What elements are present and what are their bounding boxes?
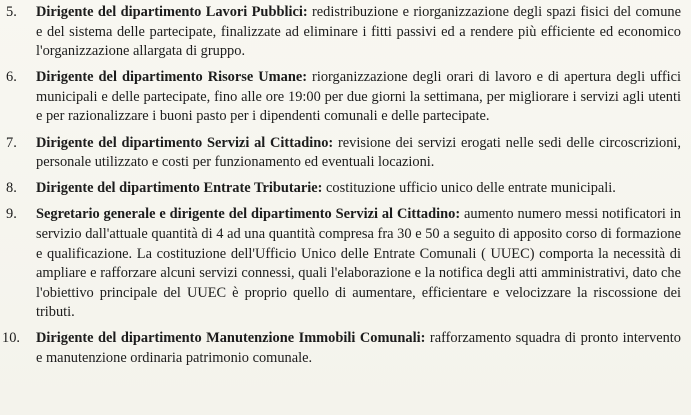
list-item-5 (0, 3, 681, 62)
item-number: 10. (2, 330, 20, 347)
item-text: riorganizzazione degli orari di lavoro e di apertura degli uffici municipali e delle partecipate, fino alle ore 19:00 per due giorni la settimana, per migliorare i servizi agli utenti e per razionalizzare i buoni pasto per i dipendenti comunali e delle partecipate. (36, 69, 682, 125)
numbered-list (0, 3, 681, 369)
list-item-9 (0, 205, 681, 323)
item-heading: Dirigente del dipartimento Lavori Pubblici: (36, 4, 308, 20)
list-item-8 (0, 179, 681, 199)
item-number: 7. (6, 134, 17, 151)
item-number: 9. (6, 206, 17, 223)
item-text: redistribuzione e riorganizzazione degli spazi fisici del comune e del sistema delle partecipate, finalizzate ad eliminare i fitti passivi ed a rendere più efficiente ed economico l'organizzazione allargata di gruppo. (36, 4, 682, 60)
item-heading: Dirigente del dipartimento Manutenzione Immobili Comunali: (36, 330, 426, 347)
item-text: aumento numero messi notificatori in servizio dall'attuale quantità di 4 ad una quantità compresa fra 30 e 50 a seguito di apposito corso di formazione e qualificazione. La costituzione dell'Ufficio Unico delle Entrate Comunali ( UUEC) comporta la necessità di ampliare e rafforzare alcuni servizi connessi, quali l'elaborazione e la notifica degli atti amministrativi, dato che l'obiettivo principale del UUEC è proprio quello di aumentare, efficientare e velocizzare la riscossione dei tributi. (36, 206, 681, 321)
item-number: 6. (6, 69, 17, 86)
list-item-6 (0, 68, 681, 127)
item-text: rafforzamento squadra di pronto intervento e manutenzione ordinaria patrimonio comunale. (36, 330, 681, 366)
list-item-10 (0, 329, 681, 368)
item-heading: Segretario generale e dirigente del dipartimento Servizi al Cittadino: (36, 206, 461, 223)
item-heading: Dirigente del dipartimento Entrate Tributarie: (36, 180, 323, 197)
item-number: 5. (6, 4, 17, 20)
item-number: 8. (6, 180, 17, 197)
list-item-7 (0, 134, 681, 173)
item-heading: Dirigente del dipartimento Servizi al Cittadino: (36, 134, 334, 151)
item-heading: Dirigente del dipartimento Risorse Umane: (36, 69, 308, 86)
item-text: revisione dei servizi erogati nelle sedi delle circoscrizioni, personale utilizzato e costi per funzionamento ed eventuali locazioni. (36, 134, 681, 171)
item-text: costituzione ufficio unico delle entrate municipali. (322, 180, 616, 197)
